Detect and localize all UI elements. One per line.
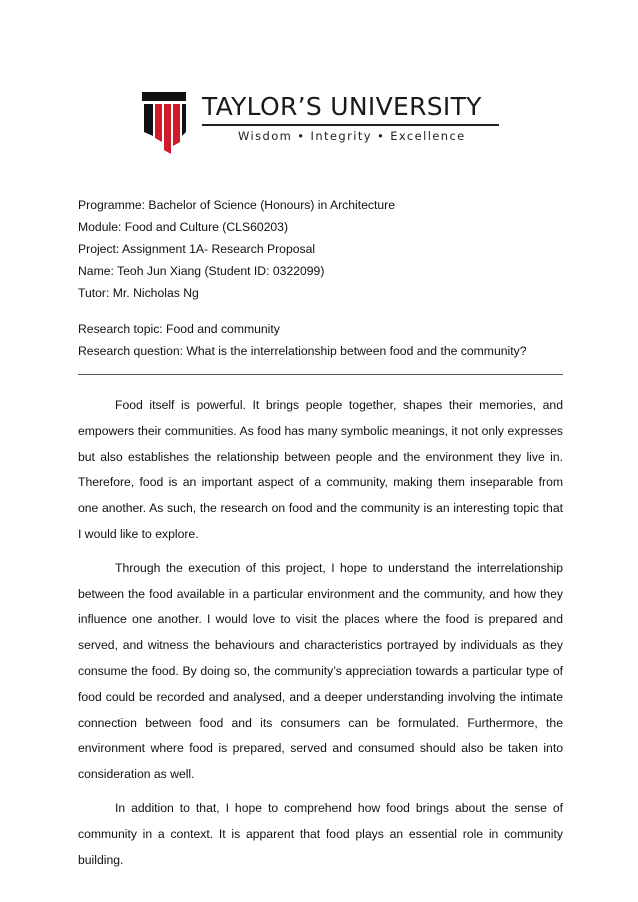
paragraph: Through the execution of this project, I hope to understand the interrelationship between the food available in a particular environment and the community, and how they influence one another. I would love to visit the places where the food is prepared and served, and witness the behaviours and characteristics portrayed by individuals as they consume the food. By doing so, the community’s appreciation towards a particular type of food could be recorded and analysed, and a deeper understanding involving the intimate connection between food and its consumers can be formulated. Furthermore, the environment where food is prepared, served and consumed should also be taken into consideration as well.	[78, 560, 563, 782]
body-text	[78, 393, 563, 881]
horizontal-divider	[78, 374, 563, 375]
tutor-line: Tutor: Mr. Nicholas Ng	[78, 286, 199, 300]
research-topic-line: Research topic: Food and community	[78, 322, 280, 336]
research-question-line: Research question: What is the interrelationship between food and the community?	[78, 344, 527, 358]
logo-divider	[202, 124, 499, 126]
module-line: Module: Food and Culture (CLS60203)	[78, 220, 289, 234]
university-crest-icon	[142, 92, 186, 154]
programme-line: Programme: Bachelor of Science (Honours) in Architecture	[78, 198, 396, 212]
spacer	[78, 304, 527, 318]
logo-tagline: Wisdom • Integrity • Excellence	[238, 129, 466, 143]
info-block	[78, 194, 527, 362]
logo-title: TAYLOR’S UNIVERSITY	[202, 92, 482, 121]
paragraph: In addition to that, I hope to comprehend how food brings about the sense of community in a context. It is apparent that food plays an essential role in community building.	[78, 800, 563, 867]
paragraph: Food itself is powerful. It brings people together, shapes their memories, and empowers their communities. As food has many symbolic meanings, it not only expresses but also establishes the relationship between people and the environment they live in. Therefore, food is an important aspect of a community, making them inseparable from one another. As such, the research on food and the community is an interesting topic that I would like to explore.	[78, 398, 563, 541]
university-logo	[142, 92, 502, 156]
project-line: Project: Assignment 1A- Research Proposal	[78, 242, 316, 256]
name-line: Name: Teoh Jun Xiang (Student ID: 0322099)	[78, 264, 325, 278]
